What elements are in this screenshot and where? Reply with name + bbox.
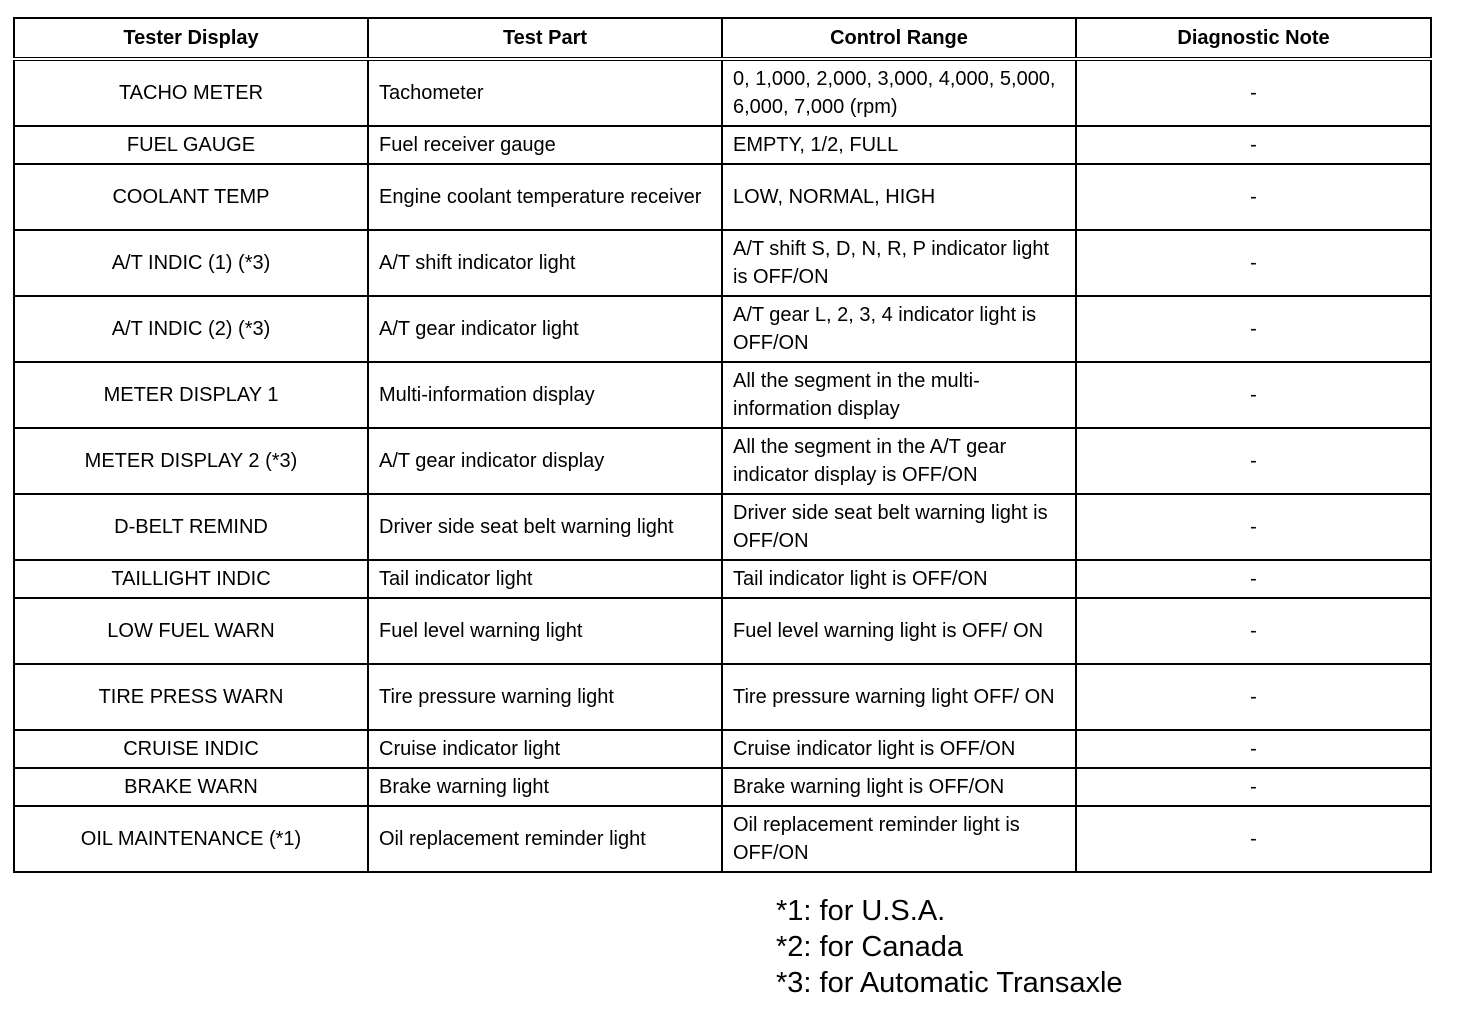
control-range-cell: 0, 1,000, 2,000, 3,000, 4,000, 5,000, 6,000, 7,000 (rpm): [722, 59, 1076, 126]
tester-display-cell: TIRE PRESS WARN: [14, 664, 368, 730]
tester-display-cell: OIL MAINTENANCE (*1): [14, 806, 368, 872]
tester-display-cell: D-BELT REMIND: [14, 494, 368, 560]
test-part-cell: A/T shift indicator light: [368, 230, 722, 296]
footnote-automatic-transaxle: *3: for Automatic Transaxle: [776, 967, 1123, 999]
header-control-range: Control Range: [722, 18, 1076, 59]
tester-display-cell: A/T INDIC (2) (*3): [14, 296, 368, 362]
tester-display-cell: METER DISPLAY 2 (*3): [14, 428, 368, 494]
control-range-cell: EMPTY, 1/2, FULL: [722, 126, 1076, 164]
tester-display-cell: METER DISPLAY 1: [14, 362, 368, 428]
table-row: [14, 59, 1431, 126]
control-range-cell: Brake warning light is OFF/ON: [722, 768, 1076, 806]
control-range-cell: Driver side seat belt warning light is OFF/ON: [722, 494, 1076, 560]
test-part-cell: Multi-information display: [368, 362, 722, 428]
test-part-cell: A/T gear indicator display: [368, 428, 722, 494]
table-row: [14, 806, 1431, 872]
diagnostic-note-cell: -: [1076, 428, 1431, 494]
diagnostic-note-cell: -: [1076, 598, 1431, 664]
table-row: [14, 598, 1431, 664]
table-row: [14, 428, 1431, 494]
test-part-cell: A/T gear indicator light: [368, 296, 722, 362]
control-range-cell: Tire pressure warning light OFF/ ON: [722, 664, 1076, 730]
table-row: [14, 730, 1431, 768]
control-range-cell: A/T gear L, 2, 3, 4 indicator light is OFF/ON: [722, 296, 1076, 362]
diagnostic-note-cell: -: [1076, 296, 1431, 362]
test-part-cell: Engine coolant temperature receiver: [368, 164, 722, 230]
footnotes: [776, 893, 1123, 1001]
header-tester-display: Tester Display: [14, 18, 368, 59]
test-part-cell: Tail indicator light: [368, 560, 722, 598]
table-row: [14, 296, 1431, 362]
table-row: [14, 664, 1431, 730]
tester-display-cell: TAILLIGHT INDIC: [14, 560, 368, 598]
tester-display-cell: TACHO METER: [14, 59, 368, 126]
table-row: [14, 126, 1431, 164]
table-row: [14, 494, 1431, 560]
test-part-cell: Brake warning light: [368, 768, 722, 806]
diagnostic-note-cell: -: [1076, 768, 1431, 806]
table-row: [14, 560, 1431, 598]
table-header-row: [14, 18, 1431, 59]
diagnostic-note-cell: -: [1076, 560, 1431, 598]
diagnostic-note-cell: -: [1076, 664, 1431, 730]
tester-display-cell: BRAKE WARN: [14, 768, 368, 806]
header-diagnostic-note: Diagnostic Note: [1076, 18, 1431, 59]
tester-display-cell: CRUISE INDIC: [14, 730, 368, 768]
test-part-cell: Oil replacement reminder light: [368, 806, 722, 872]
diagnostic-note-cell: -: [1076, 730, 1431, 768]
test-part-cell: Driver side seat belt warning light: [368, 494, 722, 560]
test-part-cell: Fuel level warning light: [368, 598, 722, 664]
table-row: [14, 230, 1431, 296]
tester-display-cell: COOLANT TEMP: [14, 164, 368, 230]
table-row: [14, 362, 1431, 428]
test-part-cell: Tachometer: [368, 59, 722, 126]
footnote-usa: *1: for U.S.A.: [776, 895, 946, 927]
test-part-cell: Cruise indicator light: [368, 730, 722, 768]
control-range-cell: All the segment in the A/T gear indicator display is OFF/ON: [722, 428, 1076, 494]
diagnostic-note-cell: -: [1076, 59, 1431, 126]
diagnostic-note-cell: -: [1076, 362, 1431, 428]
diagnostic-note-cell: -: [1076, 164, 1431, 230]
diagnostic-note-cell: -: [1076, 230, 1431, 296]
tester-display-cell: FUEL GAUGE: [14, 126, 368, 164]
control-range-cell: Fuel level warning light is OFF/ ON: [722, 598, 1076, 664]
table-row: [14, 768, 1431, 806]
control-range-cell: Tail indicator light is OFF/ON: [722, 560, 1076, 598]
control-range-cell: All the segment in the multi-information display: [722, 362, 1076, 428]
header-test-part: Test Part: [368, 18, 722, 59]
test-part-cell: Tire pressure warning light: [368, 664, 722, 730]
diagnostic-note-cell: -: [1076, 494, 1431, 560]
control-range-cell: Cruise indicator light is OFF/ON: [722, 730, 1076, 768]
control-range-cell: A/T shift S, D, N, R, P indicator light is OFF/ON: [722, 230, 1076, 296]
table-row: [14, 164, 1431, 230]
tester-display-cell: LOW FUEL WARN: [14, 598, 368, 664]
diagnostic-note-cell: -: [1076, 806, 1431, 872]
test-part-cell: Fuel receiver gauge: [368, 126, 722, 164]
diagnostic-note-cell: -: [1076, 126, 1431, 164]
tester-display-cell: A/T INDIC (1) (*3): [14, 230, 368, 296]
control-range-cell: Oil replacement reminder light is OFF/ON: [722, 806, 1076, 872]
footnote-canada: *2: for Canada: [776, 931, 964, 963]
control-range-cell: LOW, NORMAL, HIGH: [722, 164, 1076, 230]
diagnostic-table: [13, 17, 1432, 873]
